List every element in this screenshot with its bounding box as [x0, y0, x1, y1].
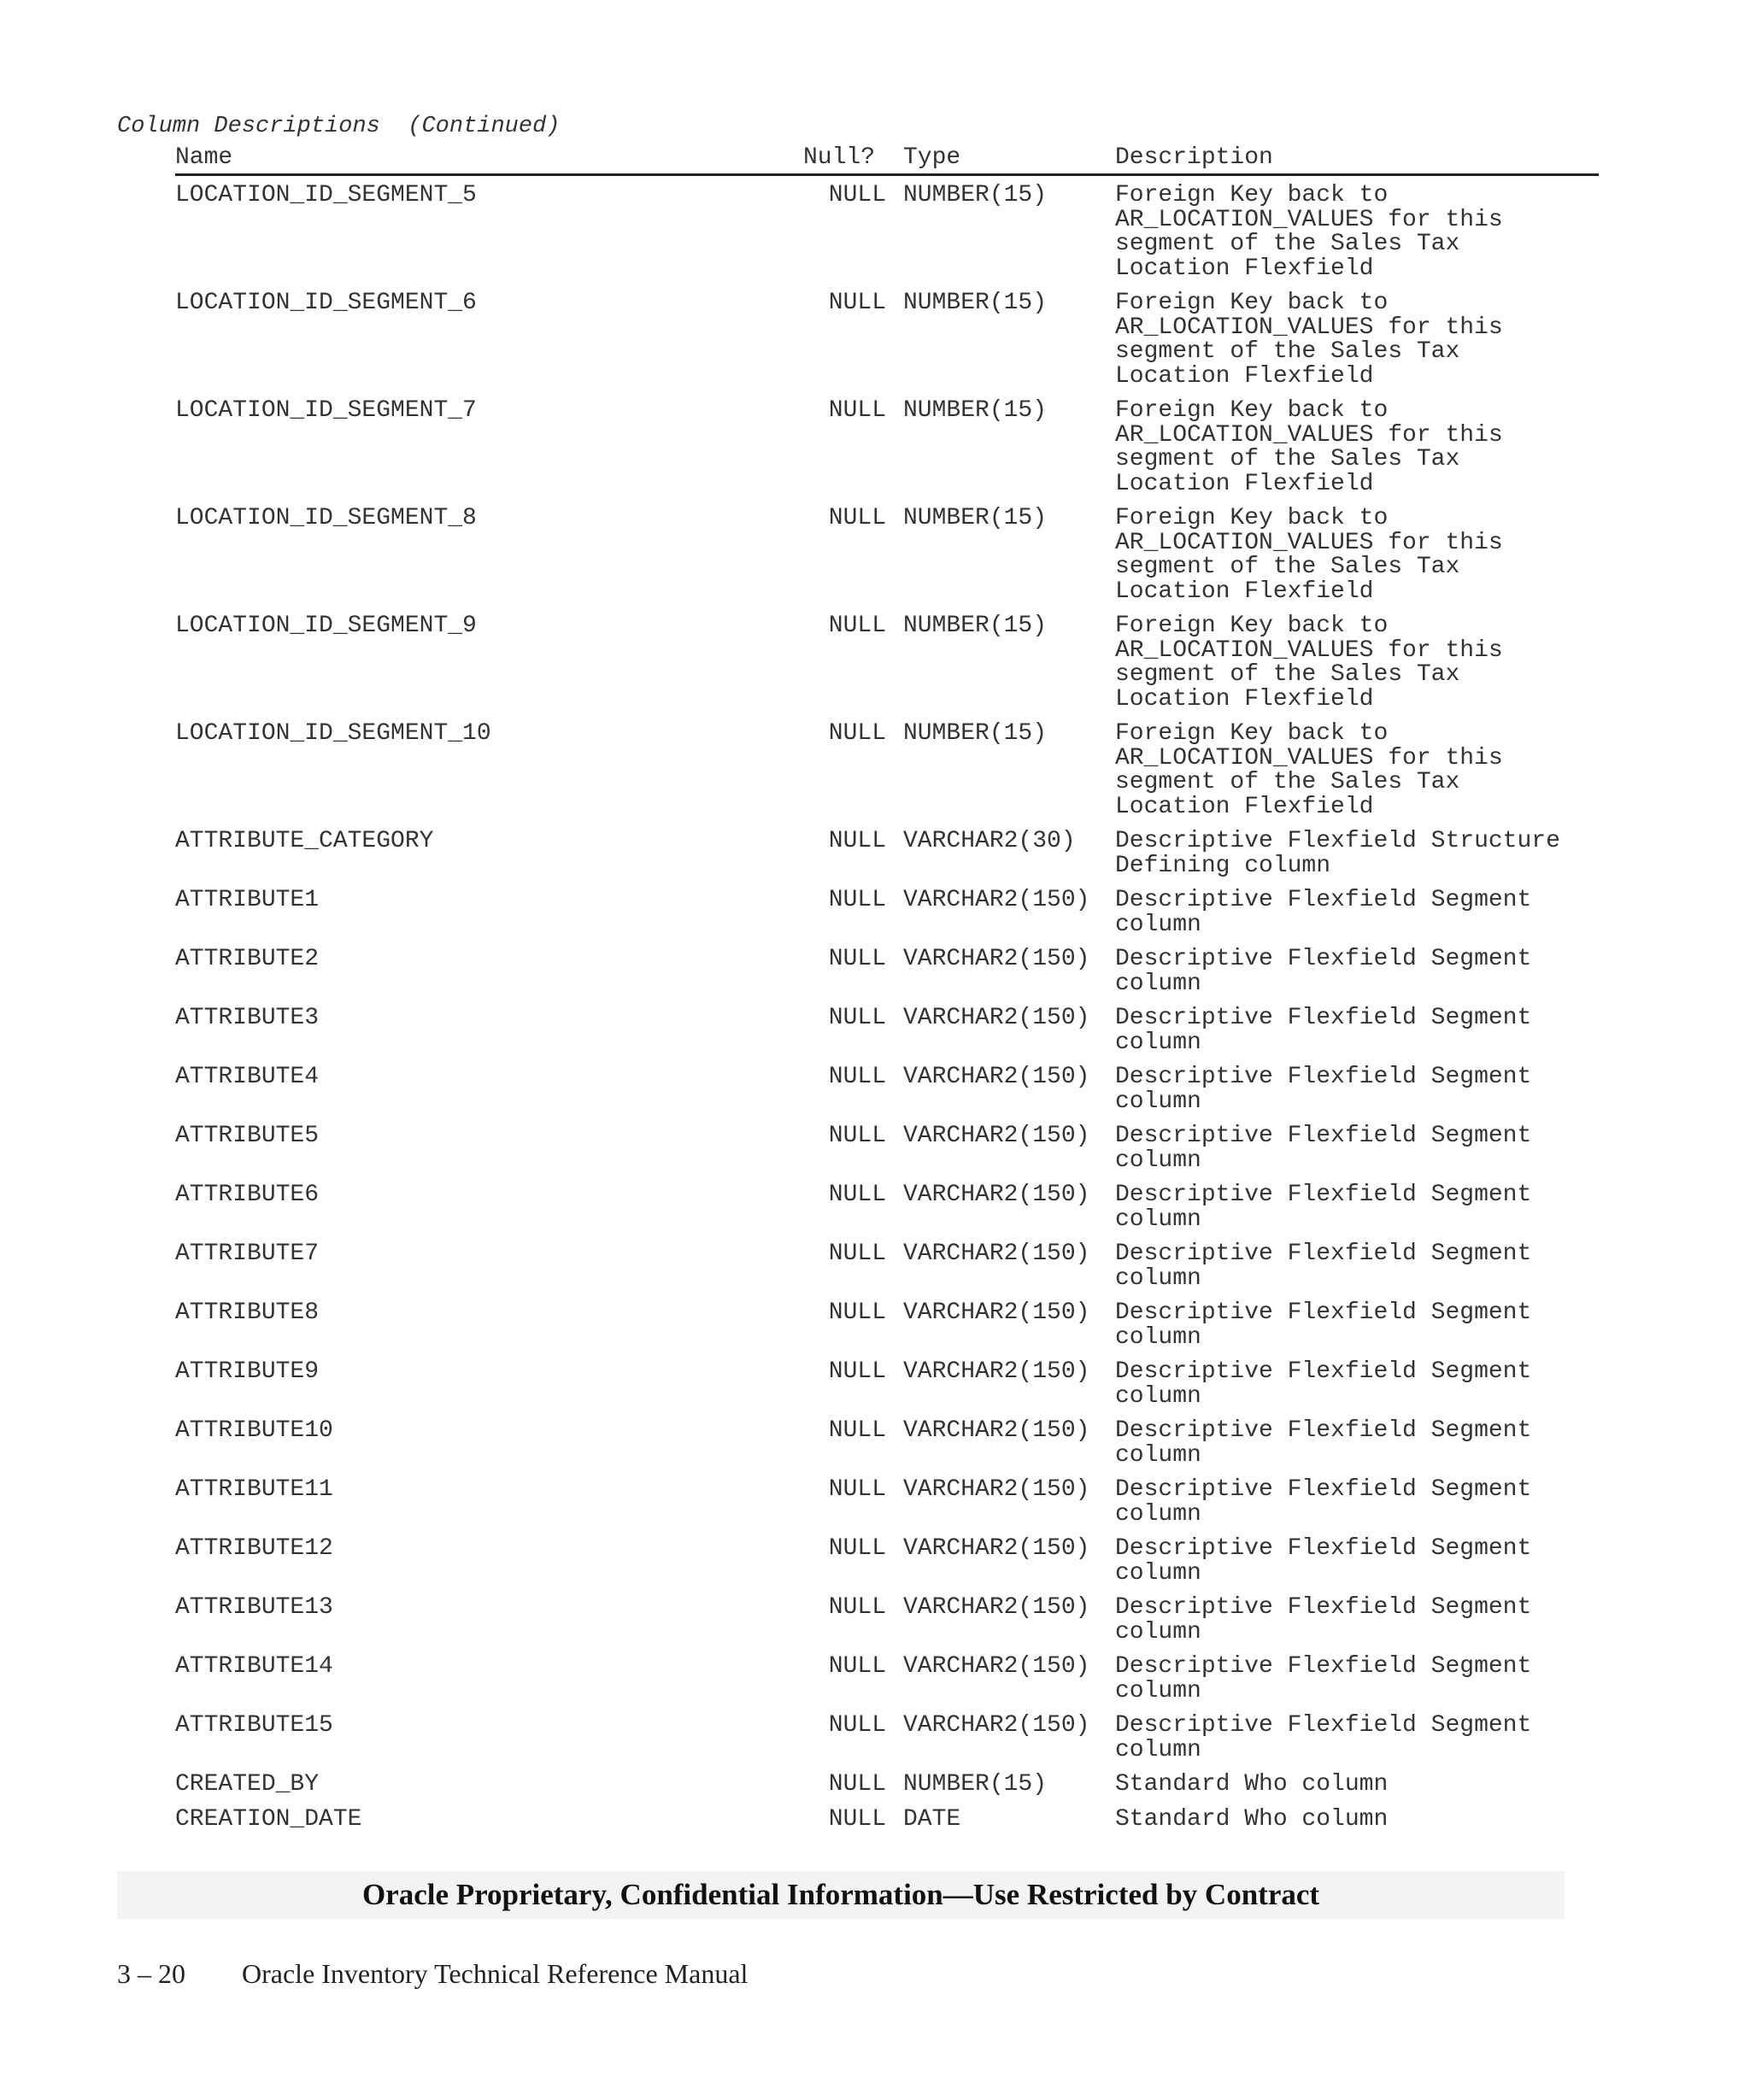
cell-null: NULL — [828, 397, 886, 424]
cell-name: CREATION_DATE — [175, 1805, 362, 1833]
cell-description: Foreign Key back to AR_LOCATION_VALUES for this segment of the Sales Tax Location Flexfield — [1115, 720, 1503, 820]
cell-type: VARCHAR2(150) — [903, 946, 1090, 972]
cell-null: NULL — [828, 1064, 886, 1090]
cell-name: ATTRIBUTE3 — [175, 1005, 320, 1031]
cell-null: NULL — [828, 1299, 886, 1326]
cell-name: LOCATION_ID_SEGMENT_9 — [175, 613, 477, 639]
cell-description: Descriptive Flexfield Structure Defining column — [1115, 828, 1560, 879]
cell-description: Descriptive Flexfield Segment column — [1115, 1653, 1532, 1704]
cell-type: VARCHAR2(150) — [903, 1358, 1090, 1385]
header-name: Name — [175, 144, 233, 171]
cell-null: NULL — [828, 1358, 886, 1385]
cell-type: NUMBER(15) — [903, 182, 1048, 208]
cell-null: NULL — [828, 1182, 886, 1208]
cell-name: ATTRIBUTE15 — [175, 1712, 333, 1739]
cell-description: Descriptive Flexfield Segment column — [1115, 1064, 1532, 1115]
cell-name: ATTRIBUTE13 — [175, 1594, 333, 1621]
cell-description: Descriptive Flexfield Segment column — [1115, 1476, 1532, 1528]
cell-name: LOCATION_ID_SEGMENT_8 — [175, 505, 477, 531]
cell-description: Descriptive Flexfield Segment column — [1115, 1299, 1532, 1351]
cell-description: Descriptive Flexfield Segment column — [1115, 1005, 1532, 1056]
cell-type: NUMBER(15) — [903, 397, 1048, 424]
cell-description: Standard Who column — [1115, 1771, 1389, 1798]
cell-null: NULL — [828, 1805, 886, 1833]
cell-name: ATTRIBUTE11 — [175, 1476, 333, 1503]
cell-type: VARCHAR2(150) — [903, 1299, 1090, 1326]
page-number: 3 – 20 — [117, 1958, 185, 1989]
cell-name: ATTRIBUTE10 — [175, 1417, 333, 1444]
cell-null: NULL — [828, 1653, 886, 1680]
header-type: Type — [903, 144, 961, 171]
cell-type: VARCHAR2(150) — [903, 1241, 1090, 1267]
cell-name: LOCATION_ID_SEGMENT_10 — [175, 720, 491, 747]
cell-name: CREATED_BY — [175, 1771, 320, 1798]
cell-null: NULL — [828, 828, 886, 854]
cell-type: VARCHAR2(150) — [903, 1005, 1090, 1031]
cell-name: ATTRIBUTE6 — [175, 1182, 320, 1208]
cell-null: NULL — [828, 290, 886, 316]
cell-null: NULL — [828, 1123, 886, 1149]
cell-type: NUMBER(15) — [903, 290, 1048, 316]
cell-null: NULL — [828, 946, 886, 972]
cell-name: ATTRIBUTE_CATEGORY — [175, 828, 434, 854]
cell-type: VARCHAR2(150) — [903, 1594, 1090, 1621]
cell-null: NULL — [828, 720, 886, 747]
cell-type: VARCHAR2(150) — [903, 1476, 1090, 1503]
cell-name: ATTRIBUTE4 — [175, 1064, 320, 1090]
cell-type: VARCHAR2(150) — [903, 1535, 1090, 1562]
cell-description: Descriptive Flexfield Segment column — [1115, 887, 1532, 938]
cell-name: ATTRIBUTE7 — [175, 1241, 320, 1267]
cell-description: Descriptive Flexfield Segment column — [1115, 1712, 1532, 1763]
header-description: Description — [1115, 144, 1273, 171]
cell-null: NULL — [828, 887, 886, 913]
cell-description: Descriptive Flexfield Segment column — [1115, 1182, 1532, 1233]
cell-null: NULL — [828, 1594, 886, 1621]
header-null: Null? — [803, 144, 876, 171]
cell-name: ATTRIBUTE9 — [175, 1358, 320, 1385]
cell-name: ATTRIBUTE1 — [175, 887, 320, 913]
cell-description: Descriptive Flexfield Segment column — [1115, 1123, 1532, 1174]
cell-null: NULL — [828, 1005, 886, 1031]
cell-type: VARCHAR2(150) — [903, 887, 1090, 913]
cell-null: NULL — [828, 182, 886, 208]
cell-type: VARCHAR2(150) — [903, 1182, 1090, 1208]
cell-description: Foreign Key back to AR_LOCATION_VALUES for this segment of the Sales Tax Location Flexfield — [1115, 397, 1503, 497]
cell-type: NUMBER(15) — [903, 1771, 1048, 1798]
cell-null: NULL — [828, 1417, 886, 1444]
confidentiality-banner: Oracle Proprietary, Confidential Information––Use Restricted by Contract — [117, 1871, 1565, 1919]
cell-name: LOCATION_ID_SEGMENT_5 — [175, 182, 477, 208]
cell-description: Foreign Key back to AR_LOCATION_VALUES for this segment of the Sales Tax Location Flexfield — [1115, 290, 1503, 390]
cell-type: VARCHAR2(150) — [903, 1064, 1090, 1090]
cell-type: VARCHAR2(150) — [903, 1653, 1090, 1680]
cell-description: Descriptive Flexfield Segment column — [1115, 1358, 1532, 1410]
cell-name: ATTRIBUTE5 — [175, 1123, 320, 1149]
cell-description: Foreign Key back to AR_LOCATION_VALUES for this segment of the Sales Tax Location Flexfield — [1115, 505, 1503, 605]
cell-description: Descriptive Flexfield Segment column — [1115, 1535, 1532, 1587]
cell-description: Foreign Key back to AR_LOCATION_VALUES for this segment of the Sales Tax Location Flexfield — [1115, 613, 1503, 713]
cell-null: NULL — [828, 1476, 886, 1503]
cell-description: Descriptive Flexfield Segment column — [1115, 1417, 1532, 1469]
cell-type: VARCHAR2(150) — [903, 1712, 1090, 1739]
manual-title: Oracle Inventory Technical Reference Manual — [242, 1958, 749, 1989]
cell-null: NULL — [828, 1241, 886, 1267]
cell-null: NULL — [828, 613, 886, 639]
cell-type: NUMBER(15) — [903, 505, 1048, 531]
cell-description: Descriptive Flexfield Segment column — [1115, 1241, 1532, 1292]
cell-null: NULL — [828, 1712, 886, 1739]
cell-type: VARCHAR2(30) — [903, 828, 1076, 854]
column-header-row — [175, 143, 1599, 176]
cell-null: NULL — [828, 505, 886, 531]
cell-type: DATE — [903, 1805, 961, 1833]
cell-name: ATTRIBUTE14 — [175, 1653, 333, 1680]
cell-name: LOCATION_ID_SEGMENT_7 — [175, 397, 477, 424]
cell-description: Foreign Key back to AR_LOCATION_VALUES for this segment of the Sales Tax Location Flexfield — [1115, 182, 1503, 282]
cell-type: VARCHAR2(150) — [903, 1417, 1090, 1444]
section-title: Column Descriptions (Continued) — [117, 114, 561, 139]
cell-null: NULL — [828, 1535, 886, 1562]
cell-name: ATTRIBUTE8 — [175, 1299, 320, 1326]
cell-name: ATTRIBUTE2 — [175, 946, 320, 972]
cell-name: LOCATION_ID_SEGMENT_6 — [175, 290, 477, 316]
cell-null: NULL — [828, 1771, 886, 1798]
cell-description: Descriptive Flexfield Segment column — [1115, 946, 1532, 997]
cell-type: NUMBER(15) — [903, 720, 1048, 747]
cell-description: Standard Who column — [1115, 1805, 1389, 1833]
cell-type: VARCHAR2(150) — [903, 1123, 1090, 1149]
cell-name: ATTRIBUTE12 — [175, 1535, 333, 1562]
cell-type: NUMBER(15) — [903, 613, 1048, 639]
cell-description: Descriptive Flexfield Segment column — [1115, 1594, 1532, 1645]
